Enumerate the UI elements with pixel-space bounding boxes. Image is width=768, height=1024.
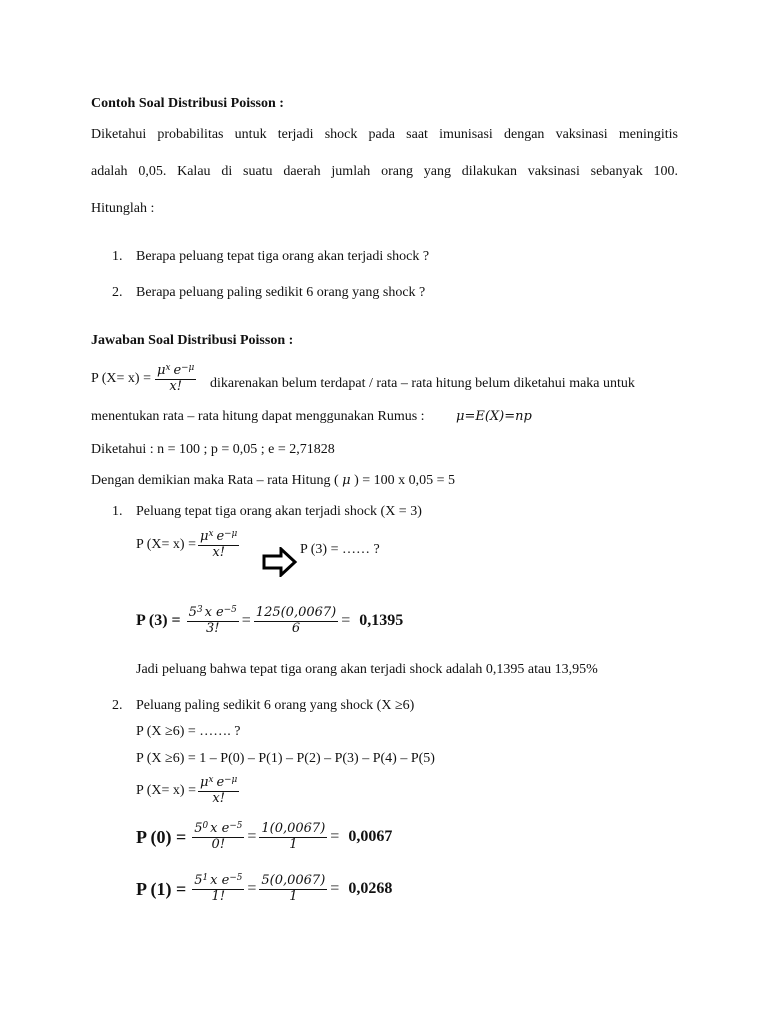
exponent-x: x: [165, 362, 171, 373]
question-1-number: 1.: [112, 249, 123, 264]
exponent-x: x: [208, 528, 214, 539]
exponent-x: x: [208, 774, 214, 785]
p0-x-e: x e: [210, 821, 230, 836]
p3-e-exponent: −5: [223, 604, 237, 615]
exponent-minus-mu: −μ: [224, 774, 238, 785]
question-2-number: 2.: [112, 285, 123, 300]
p3-result: 0,1395: [359, 612, 404, 630]
poisson-fraction: [155, 364, 196, 395]
intro-line-2: adalah 0,05. Kalau di suatu daerah jumlah orang yang dilakukan vaksinasi sebanyak 100.: [91, 164, 678, 179]
p0-fraction-2-denominator: 1: [289, 836, 298, 852]
right-arrow-icon: [262, 547, 298, 577]
p0-lhs: P (0) =: [136, 826, 187, 847]
part-1-conclusion: Jadi peluang bahwa tepat tiga orang akan terjadi shock adalah 0,1395 atau 13,95%: [136, 662, 598, 677]
part-1-poisson-fraction: [198, 530, 239, 561]
part-1-formula: [136, 530, 239, 561]
p3-denominator: 3!: [205, 620, 220, 636]
intro-line-3: Hitunglah :: [91, 201, 155, 216]
e-symbol: e: [216, 529, 225, 544]
part-1-heading: Peluang tepat tiga orang akan terjadi shock (X = 3): [136, 504, 422, 519]
explain-line-2: menentukan rata – rata hitung dapat menggunakan Rumus :: [91, 409, 425, 424]
question-2-text: Berapa peluang paling sedikit 6 orang yang shock ?: [136, 285, 426, 300]
explain-line-1: dikarenakan belum terdapat / rata – rata hitung belum diketahui maka untuk: [210, 376, 635, 391]
page-title: Contoh Soal Distribusi Poisson :: [91, 96, 284, 111]
mean-formula: μ=E(X)=np: [456, 409, 532, 424]
mu-symbol: μ: [157, 363, 166, 378]
mu-symbol: μ: [200, 529, 209, 544]
p0-e-exponent: −5: [229, 820, 243, 831]
p3-x-e: x e: [204, 605, 224, 620]
p0-denominator: 0!: [211, 836, 226, 852]
equals-sign: =: [341, 612, 351, 630]
equals-sign: =: [247, 880, 257, 898]
p0-fraction-2-numerator: 1(0,0067): [261, 821, 326, 836]
denominator-x-factorial: x!: [212, 790, 225, 806]
e-symbol: e: [216, 775, 225, 790]
p1-fraction-2-numerator: 5(0,0067): [261, 873, 326, 888]
p1-e-exponent: −5: [229, 872, 243, 883]
p1-x-e: x e: [210, 873, 230, 888]
poisson-formula: [91, 364, 196, 395]
part-2-line-a: P (X ≥6) = ……. ?: [136, 724, 241, 739]
p1-fraction-2: [259, 874, 327, 905]
denominator-x-factorial: x!: [212, 544, 225, 560]
part-2-poisson-fraction: [198, 776, 239, 807]
p3-base: 5: [188, 605, 197, 620]
part-2-formula-lhs: P (X= x) =: [136, 783, 196, 799]
e-symbol: e: [173, 363, 182, 378]
equals-sign: =: [330, 828, 340, 846]
p3-fraction-2-numerator: 125(0,0067): [255, 605, 337, 620]
mu-symbol: μ: [200, 775, 209, 790]
p3-fraction-2: [254, 606, 338, 637]
p1-base-exponent: 1: [202, 872, 209, 883]
p3-lhs: P (3) =: [136, 612, 181, 630]
intro-line-1: Diketahui probabilitas untuk terjadi shock pada saat imunisasi dengan vaksinasi meningitis: [91, 127, 678, 142]
part-2-heading: Peluang paling sedikit 6 orang yang shock (X ≥6): [136, 698, 415, 713]
given-values: Diketahui : n = 100 ; p = 0,05 ; e = 2,71828: [91, 442, 335, 457]
p1-fraction-2-denominator: 1: [289, 888, 298, 904]
p3-fraction-2-denominator: 6: [291, 620, 301, 636]
p0-computation: [136, 822, 392, 853]
part-1-formula-lhs: P (X= x) =: [136, 537, 196, 553]
p0-fraction-2: [259, 822, 327, 853]
p0-base: 5: [194, 821, 203, 836]
p0-result: 0,0067: [348, 828, 393, 846]
denominator-x-factorial: x!: [169, 378, 182, 394]
part-2-number: 2.: [112, 698, 123, 713]
exponent-minus-mu: −μ: [224, 528, 238, 539]
p1-fraction-1: [192, 874, 244, 905]
part-2-formula: [136, 776, 239, 807]
part-1-target: P (3) = …… ?: [300, 542, 380, 557]
poisson-formula-lhs: P (X= x) =: [91, 371, 151, 387]
p1-base: 5: [194, 873, 203, 888]
p1-result: 0,0268: [348, 880, 393, 898]
p0-fraction-1: [192, 822, 244, 853]
p3-computation: [136, 606, 403, 637]
mean-line-text-b: ) = 100 x 0,05 = 5: [354, 473, 456, 488]
p3-fraction-1: [187, 606, 239, 637]
mean-line-mu: μ: [342, 473, 351, 488]
p1-lhs: P (1) =: [136, 878, 187, 899]
part-1-number: 1.: [112, 504, 123, 519]
answer-title: Jawaban Soal Distribusi Poisson :: [91, 333, 294, 348]
equals-sign: =: [247, 828, 257, 846]
exponent-minus-mu: −μ: [181, 362, 195, 373]
p1-denominator: 1!: [211, 888, 226, 904]
p0-base-exponent: 0: [202, 820, 209, 831]
equals-sign: =: [241, 612, 251, 630]
equals-sign: =: [330, 880, 340, 898]
question-1-text: Berapa peluang tepat tiga orang akan terjadi shock ?: [136, 249, 430, 264]
mean-line-text-a: Dengan demikian maka Rata – rata Hitung (: [91, 473, 339, 488]
part-2-line-b: P (X ≥6) = 1 – P(0) – P(1) – P(2) – P(3) – P(4) – P(5): [136, 751, 435, 766]
p3-base-exponent: 3: [196, 604, 203, 615]
p1-computation: [136, 874, 392, 905]
mean-line: [91, 472, 455, 490]
